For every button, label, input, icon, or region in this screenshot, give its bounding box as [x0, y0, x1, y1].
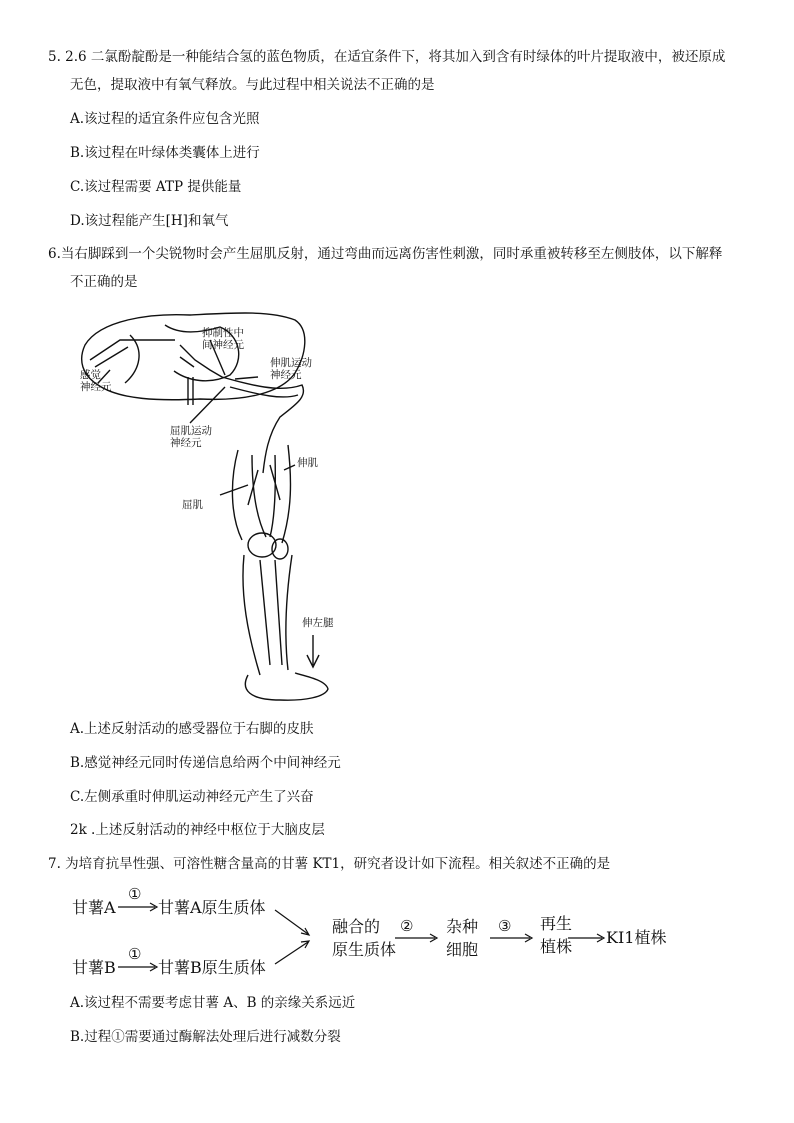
flow-regen-line1: 再生	[540, 914, 573, 933]
label-inhibitory-interneuron: 抑制性中 间神经元	[202, 327, 244, 351]
flow-regen-line2: 植株	[540, 937, 573, 956]
flow-fused-line2: 原生质体	[332, 940, 397, 959]
q5-option-b: B.该过程在叶绿体类囊体上进行	[70, 145, 260, 161]
q7-option-b: B.过程①需要通过酶解法处理后进行减数分裂	[70, 1029, 341, 1045]
label-extensor-motor-neuron: 伸肌运动 神经元	[270, 357, 312, 381]
reflex-arc-diagram	[70, 305, 350, 705]
flow-step1-top: ①	[128, 885, 142, 903]
flow-step2: ②	[400, 917, 414, 935]
q6-option-a: A.上述反射活动的感受器位于右脚的皮肤	[70, 721, 314, 737]
q6-option-c: C.左侧承重时伸肌运动神经元产生了兴奋	[70, 789, 314, 805]
label-extend-left-leg: 伸左腿	[302, 617, 334, 629]
label-flexor-motor-neuron: 屈肌运动 神经元	[170, 425, 212, 449]
label-flexor: 屈肌	[182, 499, 203, 511]
q5-option-a: A.该过程的适宜条件应包含光照	[70, 111, 260, 127]
q7-option-a: A.该过程不需要考虑甘薯 A、B 的亲缘关系远近	[70, 995, 356, 1011]
flow-hybrid-line1: 杂种	[446, 917, 479, 936]
q5-stem-line2: 无色，提取液中有氧气释放。与此过程中相关说法不正确的是	[70, 77, 435, 93]
q5-option-d: D.该过程能产生[H]和氧气	[70, 213, 229, 229]
flow-protoplast-b: 甘薯B原生质体	[158, 958, 266, 977]
label-sensory-neuron: 感觉 神经元	[80, 369, 112, 393]
flow-fused-line1: 融合的	[332, 917, 381, 936]
q6-option-d: 2k .上述反射活动的神经中枢位于大脑皮层	[70, 822, 325, 838]
q5-option-c: C.该过程需要 ATP 提供能量	[70, 179, 242, 195]
flow-final-plant: KI1植株	[606, 928, 667, 947]
flow-sweet-potato-b: 甘薯B	[72, 958, 116, 977]
flow-hybrid-line2: 细胞	[446, 940, 479, 959]
q6-option-b: B.感觉神经元同时传递信息给两个中间神经元	[70, 755, 341, 771]
q6-stem-line2: 不正确的是	[70, 274, 138, 290]
label-extensor: 伸肌	[297, 457, 318, 469]
breeding-flowchart	[70, 882, 670, 982]
q6-stem-line1: 6.当右脚踩到一个尖锐物时会产生屈肌反射，通过弯曲而远离伤害性刺激，同时承重被转移至左侧肢体，以下解释	[48, 246, 723, 262]
flow-step1-bottom: ①	[128, 945, 142, 963]
flow-sweet-potato-a: 甘薯A	[72, 898, 116, 917]
q7-stem: 7. 为培育抗旱性强、可溶性糖含量高的甘薯 KT1，研究者设计如下流程。相关叙述不正确的是	[48, 856, 611, 872]
flow-step3: ③	[498, 917, 512, 935]
q5-stem-line1: 5. 2.6 二氯酚靛酚是一种能结合氢的蓝色物质，在适宜条件下，将其加入到含有时绿体的叶片提取液中，被还原成	[48, 49, 726, 65]
flow-protoplast-a: 甘薯A原生质体	[158, 898, 266, 917]
